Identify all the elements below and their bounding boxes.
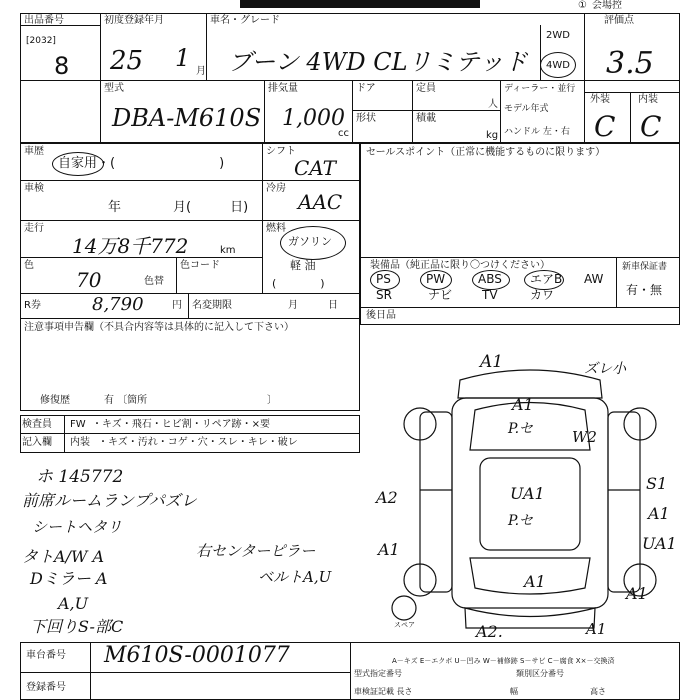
fw-items: ・キズ・飛石・ヒビ割・リペア跡・×要 xyxy=(92,419,270,430)
mark-left-a2: A2 xyxy=(376,488,398,507)
notes-label: 注意事項申告欄（不具合内容等は具体的に記入して下さい） xyxy=(24,322,294,333)
reg-month: 1 xyxy=(175,44,191,72)
mark-trunk-a1: A1 xyxy=(524,572,546,591)
equip-aw: AW xyxy=(584,272,604,286)
shape-label: 形状 xyxy=(356,113,376,124)
check-label: 検査員 xyxy=(22,419,52,430)
mileage: 14万8千772 xyxy=(72,234,189,258)
repair-value: 有 〔箇所 〕 xyxy=(104,395,278,406)
right-frame xyxy=(360,143,680,325)
fuel-circle xyxy=(280,226,346,260)
mark-w2: W2 xyxy=(572,428,597,446)
usage-circle xyxy=(52,152,104,176)
cc-unit: cc xyxy=(338,128,349,139)
venue-mark: ① xyxy=(578,0,587,11)
drive-4wd-circle xyxy=(540,52,576,78)
note-line-9: ベルトA,U xyxy=(258,568,332,586)
shape-label: 型式指定番号 xyxy=(354,669,402,678)
mark-left-a1: A1 xyxy=(378,540,400,559)
repair-label: 修復歴 xyxy=(40,395,70,406)
circle-pw xyxy=(420,270,452,290)
sales-point-label: セールスポイント（正常に機能するものに限ります） xyxy=(366,147,606,158)
note-line-7: 下回りS-部C xyxy=(30,617,124,636)
chassis-no: M610S-0001077 xyxy=(104,643,290,668)
ac-value: AAC xyxy=(298,190,343,214)
color-no-label: 色替 xyxy=(144,276,164,287)
usage-label: 車歴 xyxy=(24,146,44,157)
note-line-5: Dミラー A xyxy=(30,569,108,588)
entry-label: 記入欄 xyxy=(22,437,52,448)
interior-label: 内装 xyxy=(638,94,658,105)
equip-pw: PW xyxy=(426,272,446,286)
note-line-3: シートヘタリ xyxy=(32,518,123,536)
fw-label: FW xyxy=(70,419,86,430)
equip-ps: PS xyxy=(376,272,391,286)
shift-label: シフト xyxy=(266,146,296,157)
model-label: 型式 xyxy=(104,83,124,94)
exterior-grade: C xyxy=(594,110,616,143)
chassis-label: 車台番号 xyxy=(26,650,66,661)
note-line-6: A,U xyxy=(58,594,89,613)
height-label: 高さ xyxy=(590,687,606,696)
recycle-value: 8,790 xyxy=(92,294,144,315)
class-label: 類別区分番号 xyxy=(516,669,564,678)
lot-no-label: 出品番号 xyxy=(24,15,64,26)
len-label: 車検証記載 長さ xyxy=(354,687,413,696)
legend: A－キズ E－エクボ U－凹み W－補修跡 S－サビ C－腐食 X×－交換済 xyxy=(392,657,615,665)
mark-right-s1: S1 xyxy=(646,474,668,493)
name-grade: ブーン 4WD CLリミテッド xyxy=(228,48,528,76)
fuel-value: ガソリン xyxy=(288,235,332,248)
name-grade-label: 車名・グレード xyxy=(210,15,280,26)
mark-front-zure: ズレ小 xyxy=(584,361,626,377)
fuel-other: ( ) xyxy=(272,277,325,290)
reg-year: 25 xyxy=(110,46,144,76)
mileage-label: 走行 xyxy=(24,223,44,234)
name-change-date: 月 日 xyxy=(288,300,338,311)
lot-no: 8 xyxy=(54,52,70,80)
model: DBA-M610S xyxy=(112,104,262,132)
color-code-label: 色コード xyxy=(180,260,220,271)
mark-right-a1: A1 xyxy=(648,504,670,523)
mark-rear-corner-a1: A1 xyxy=(586,620,607,638)
cc-value: 1,000 xyxy=(282,106,345,131)
mark-right-ua1: UA1 xyxy=(642,534,677,553)
note-line-8: 右センターピラー xyxy=(196,542,316,560)
fuel-alt: 軽 油 xyxy=(290,259,316,272)
usage-value: 自家用・( ) xyxy=(58,156,225,171)
mark-rear-right-a1: A1 xyxy=(626,584,648,603)
load-unit: kg xyxy=(486,130,499,141)
mark-bonnet-pse: P.セ xyxy=(508,421,534,437)
header-bar xyxy=(240,0,480,8)
circle-abs xyxy=(472,270,510,290)
cc-label: 排気量 xyxy=(268,83,298,94)
equip-sr: SR xyxy=(376,288,392,302)
score-label: 評価点 xyxy=(604,15,634,26)
drive-4wd: 4WD xyxy=(546,60,570,71)
exterior-label: 外装 xyxy=(590,94,610,105)
mark-roof-pse: P.セ xyxy=(508,513,534,529)
capacity-label: 定員 xyxy=(416,83,436,94)
new-warranty-label: 新車保証書 xyxy=(622,262,668,272)
shift-value: CAT xyxy=(294,156,336,180)
lot-sub: [2032] xyxy=(26,36,56,46)
mark-roof-ua1: UA1 xyxy=(510,484,545,503)
model-year-label: モデル年式 xyxy=(504,104,549,114)
equip-tv: TV xyxy=(482,288,498,302)
note-line-2: 前席ルームランプパズレ xyxy=(22,491,197,510)
warranty-value: 有・無 xyxy=(626,283,663,297)
fuel-label: 燃料 xyxy=(266,223,286,234)
first-reg-label: 初度登録年月 xyxy=(104,15,164,26)
mark-front-a1: A1 xyxy=(480,352,504,372)
mileage-unit: km xyxy=(220,245,236,256)
equip-navi: ナビ xyxy=(428,288,453,302)
note-line-1: ホ 145772 xyxy=(36,467,124,487)
circle-airbag xyxy=(524,270,564,290)
interior-grade: C xyxy=(640,110,662,143)
drive-2wd: 2WD xyxy=(546,30,570,41)
equip-label: 装備品（純正品に限り〇つけください） xyxy=(370,260,550,271)
later-label: 後日品 xyxy=(366,310,396,321)
load-label: 積載 xyxy=(416,113,436,124)
dealer-label: ディーラー・並行 xyxy=(504,84,576,94)
venue-label: 会場控 xyxy=(592,0,622,11)
ac-label: 冷房 xyxy=(266,183,286,194)
month-unit: 月 xyxy=(196,66,206,77)
mark-bonnet-a1: A1 xyxy=(512,395,534,414)
circle-ps xyxy=(370,270,400,290)
equip-airbag: エアB xyxy=(530,272,563,286)
door-label: ドア xyxy=(356,83,376,94)
mark-rear-a2: A2. xyxy=(476,622,503,641)
recycle-label: R券 xyxy=(24,300,41,311)
reg-label: 登録番号 xyxy=(26,682,66,693)
handle-label: ハンドル 左・右 xyxy=(504,127,570,137)
spare-label: スペア xyxy=(394,621,415,629)
note-line-4: タトA/W A xyxy=(22,547,105,566)
equip-leather: カワ xyxy=(530,288,555,302)
equip-abs: ABS xyxy=(478,272,502,286)
recycle-unit: 円 xyxy=(172,300,182,311)
score: 3.5 xyxy=(606,46,654,81)
inspection-label: 車検 xyxy=(24,183,44,194)
int-items: ・キズ・汚れ・コゲ・穴・スレ・キレ・破レ xyxy=(98,437,298,448)
capacity-unit: 人 xyxy=(488,99,498,110)
width-label: 幅 xyxy=(510,687,518,696)
inspection-ymd: 年 月( 日) xyxy=(108,200,249,215)
color-label: 色 xyxy=(24,260,34,271)
name-change-label: 名変期限 xyxy=(192,300,232,311)
color: 70 xyxy=(76,268,102,292)
int-label: 内装 xyxy=(70,437,90,448)
